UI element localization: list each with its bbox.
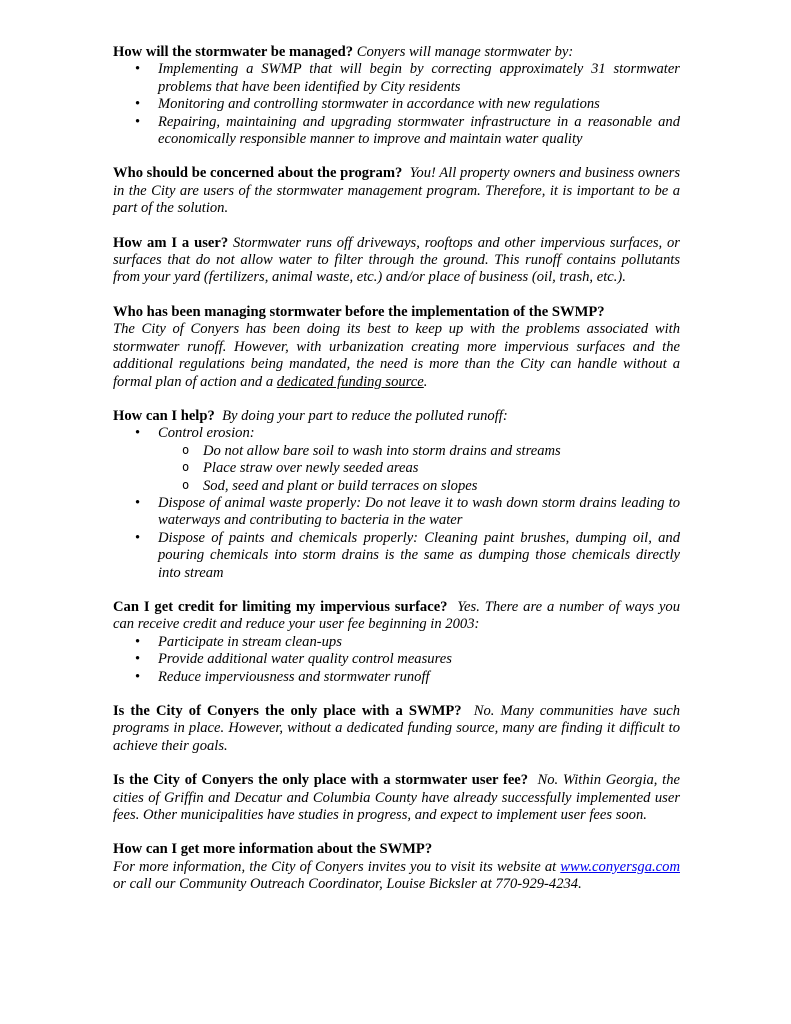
answer-text: For more information, the City of Conyers invites you to visit its website at (113, 858, 561, 875)
list-item: • Dispose of animal waste properly: Do not leave it to wash down storm drains leading to waterways and contributing to bacteria in the water (113, 495, 680, 530)
paragraph (113, 44, 680, 61)
list-item: • Repairing, maintaining and upgrading stormwater infrastructure in a reasonable and economically responsible manner to improve and maintain water quality (113, 114, 680, 149)
section-user-fee (113, 772, 680, 824)
list-item (113, 425, 680, 495)
paragraph (113, 703, 680, 755)
section-how-help (113, 408, 680, 582)
question-heading-text: How can I get more information about the SWMP? (113, 841, 433, 858)
document-page (113, 44, 680, 911)
section-only-swmp (113, 703, 680, 755)
section-stormwater-managed (113, 44, 680, 148)
list-item: • Reduce imperviousness and stormwater runoff (113, 669, 680, 686)
answer-text: Yes. There are a number of ways you can receive credit and reduce your user fee beginning in 2003: (113, 598, 681, 633)
list-item: • Participate in stream clean-ups (113, 634, 680, 651)
answer-text: Stormwater runs off driveways, rooftops and other impervious surfaces, or surfaces that do not allow water to filter through the ground. This runoff contains pollutants from your yard (fertilizers, animal waste, etc.) and/or place of business (oil, trash, etc.). (113, 234, 680, 286)
bullet-list (113, 634, 680, 686)
question-heading: Is the City of Conyers the only place with a SWMP? (113, 703, 462, 719)
question-heading: How am I a user? (113, 234, 229, 251)
section-who-concerned (113, 165, 680, 217)
bullet-list (113, 61, 680, 148)
section-who-managing (113, 304, 680, 391)
paragraph (113, 772, 680, 824)
question-heading: Can I get credit for limiting my impervious surface? (113, 598, 448, 615)
question-heading-text: Who has been managing stormwater before the implementation of the SWMP? (113, 303, 605, 320)
section-how-user (113, 235, 680, 287)
answer-text: The City of Conyers has been doing its best to keep up with the problems associated with stormwater runoff. However, with urbanization creating more impervious surfaces and the additional regulations being mandated, the need is more than the City can handle without a formal plan of action and a (113, 321, 680, 390)
answer-text: No. Many communities have such programs in place. However, without a dedicated funding source, many are finding it difficult to achieve their goals. (113, 703, 680, 754)
answer-paragraph (113, 859, 680, 894)
paragraph (113, 235, 680, 287)
underlined-phrase: dedicated funding source (276, 373, 424, 390)
answer-text: Conyers will manage stormwater by: (356, 44, 574, 60)
section-credit (113, 599, 680, 686)
paragraph (113, 599, 680, 634)
answer-text-cont: or call our Community Outreach Coordinator, Louise Bicksler at 770-929-4234. (113, 876, 582, 893)
paragraph (113, 408, 680, 425)
sub-list-item: o Do not allow bare soil to wash into storm drains and streams (158, 443, 680, 460)
list-item: • Provide additional water quality control measures (113, 651, 680, 668)
list-item: • Monitoring and controlling stormwater in accordance with new regulations (113, 96, 680, 113)
sub-list (158, 443, 680, 495)
question-heading (113, 841, 680, 858)
question-heading: Who should be concerned about the program? (113, 165, 403, 182)
website-link[interactable]: www.conyersga.com (560, 858, 680, 875)
paragraph (113, 165, 680, 217)
question-heading (113, 304, 680, 321)
section-more-info (113, 841, 680, 893)
question-heading: Is the City of Conyers the only place with a stormwater user fee? (113, 772, 529, 789)
question-heading: How can I help? (113, 407, 215, 424)
list-item-label: Control erosion: (158, 425, 255, 442)
question-heading: How will the stormwater be managed? (113, 44, 354, 60)
answer-text: By doing your part to reduce the polluted runoff: (222, 407, 508, 424)
bullet-list (113, 425, 680, 582)
answer-paragraph (113, 321, 680, 391)
answer-end: . (423, 373, 428, 390)
sub-list-item: o Sod, seed and plant or build terraces on slopes (158, 478, 680, 495)
answer-text: You! All property owners and business owners in the City are users of the stormwater management program. Therefore, it is important to be a part of the solution. (113, 165, 680, 217)
list-item: • Implementing a SWMP that will begin by correcting approximately 31 stormwater problems that have been identified by City residents (113, 61, 680, 96)
list-item: • Dispose of paints and chemicals properly: Cleaning paint brushes, dumping oil, and pouring chemicals into storm drains is the same as dumping those chemicals directly into stream (113, 530, 680, 582)
sub-list-item: o Place straw over newly seeded areas (158, 460, 680, 477)
answer-text: No. Within Georgia, the cities of Griffin and Decatur and Columbia County have already successfully implemented user fees. Other municipalities have studies in progress, and expect to implement user fees soon. (113, 772, 680, 824)
